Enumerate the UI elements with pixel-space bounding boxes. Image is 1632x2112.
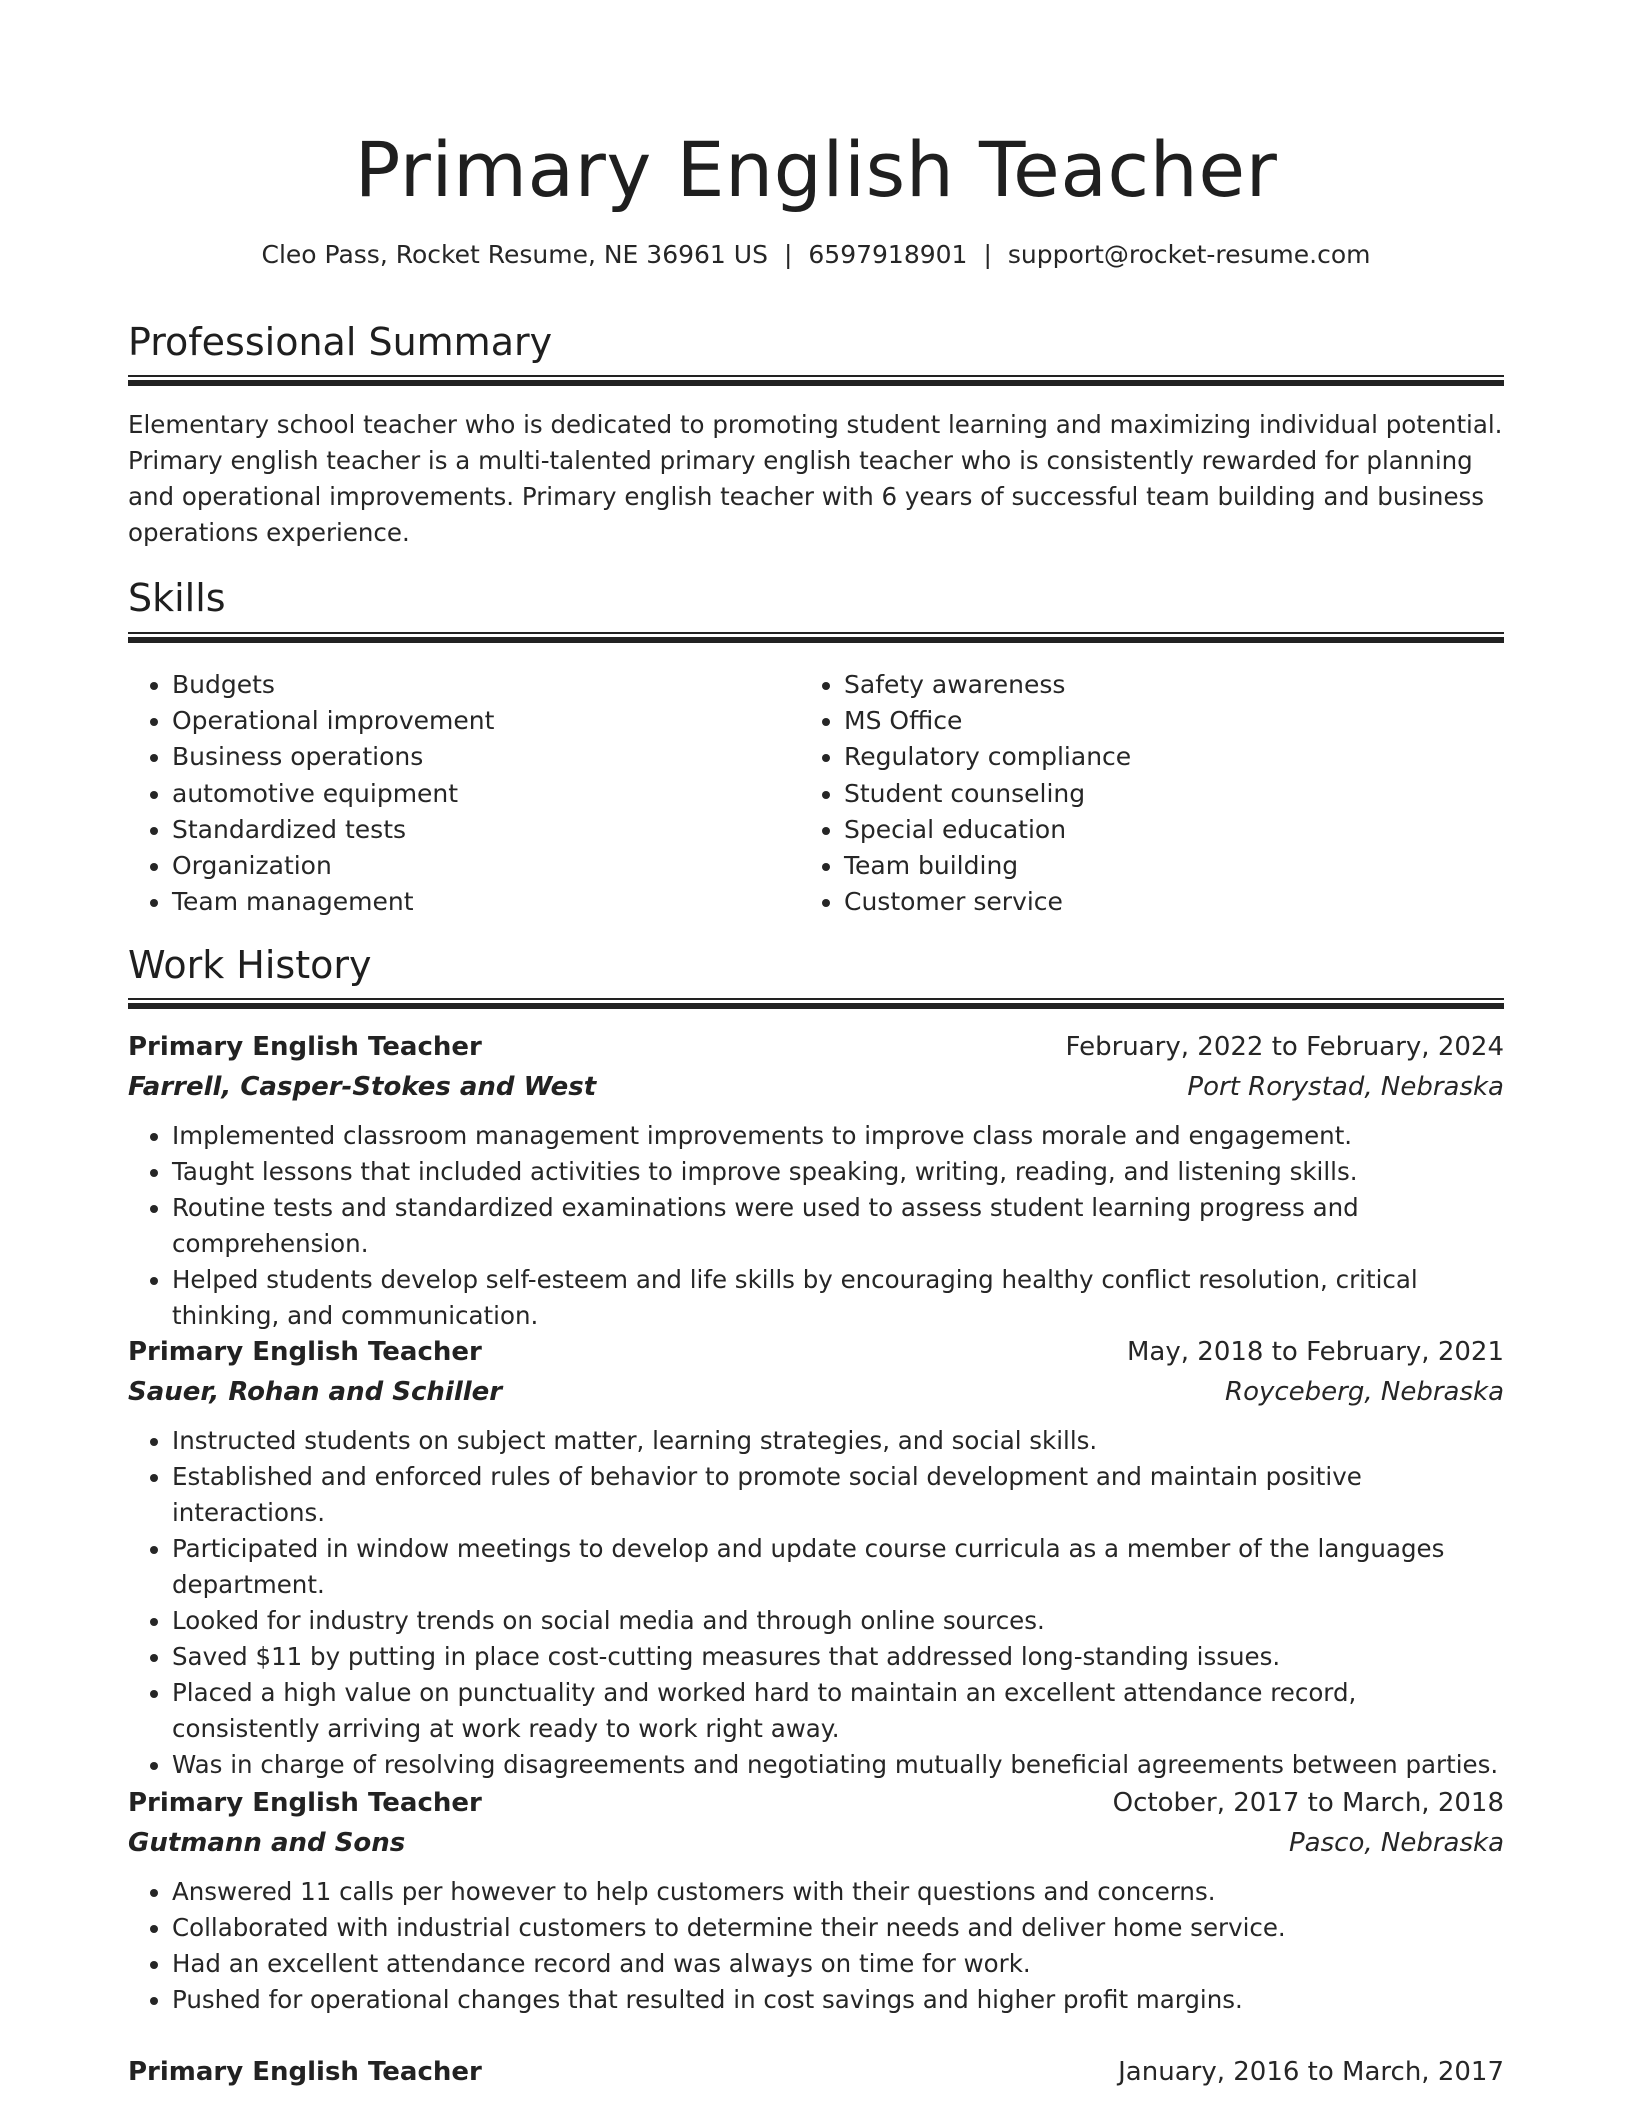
skill-item: • Regulatory compliance (844, 739, 1464, 775)
job-location: Port Rorystad, Nebraska (1187, 1072, 1504, 1102)
job-header-row (128, 1783, 1504, 1823)
job-bullet: • Participated in window meetings to develop and update course curricula as a member of the languages department. (172, 1531, 1504, 1603)
section-title-skills: Skills (128, 576, 226, 620)
skill-item: • Safety awareness (844, 667, 1464, 703)
skill-item: • Special education (844, 812, 1464, 848)
skill-item: • Team building (844, 848, 1464, 884)
section-divider (128, 998, 1504, 1009)
job-bullet: • Had an excellent attendance record and was always on time for work. (172, 1946, 1504, 1982)
job-entry (128, 1783, 1504, 2018)
skill-item: • Customer service (844, 884, 1464, 920)
job-entry (128, 2052, 1504, 2092)
summary-text: Elementary school teacher who is dedicated to promoting student learning and maximizing individual potential. Primary english teacher is a multi-talented primary english teacher who is consistently rewarded for planning and operational improvements. Primary english teacher with 6 years of successful team building and business operations experience. (128, 410, 1503, 547)
job-bullet: • Taught lessons that included activities to improve speaking, writing, reading, and listening skills. (172, 1154, 1504, 1190)
job-title: Primary English Teacher (128, 1032, 482, 1062)
job-bullet: • Was in charge of resolving disagreements and negotiating mutually beneficial agreements between parties. (172, 1747, 1504, 1783)
job-bullet: • Routine tests and standardized examinations were used to assess student learning progress and comprehension. (172, 1190, 1504, 1262)
job-title: Primary English Teacher (128, 1788, 482, 1818)
skill-item: • Organization (172, 848, 792, 884)
contact-line (0, 238, 1632, 272)
skill-item: • Standardized tests (172, 812, 792, 848)
job-dates: January, 2016 to March, 2017 (1118, 2057, 1504, 2087)
job-bullet: • Saved $11 by putting in place cost-cutting measures that addressed long-standing issues. (172, 1639, 1504, 1675)
job-dates: October, 2017 to March, 2018 (1112, 1788, 1504, 1818)
job-bullet: • Instructed students on subject matter, learning strategies, and social skills. (172, 1423, 1504, 1459)
job-bullet: • Pushed for operational changes that resulted in cost savings and higher profit margins. (172, 1982, 1504, 2018)
job-location: Pasco, Nebraska (1289, 1828, 1504, 1858)
contact-phone: 6597918901 (808, 240, 968, 269)
skill-item: • Team management (172, 884, 792, 920)
job-bullet: • Helped students develop self-esteem and life skills by encouraging healthy conflict resolution, critical thinking, and communication. (172, 1262, 1504, 1334)
skill-item: • Budgets (172, 667, 792, 703)
job-bullets (128, 1423, 1504, 1783)
job-dates: February, 2022 to February, 2024 (1065, 1032, 1504, 1062)
skill-item: • automotive equipment (172, 776, 792, 812)
job-title: Primary English Teacher (128, 1337, 482, 1367)
job-bullet: • Answered 11 calls per however to help customers with their questions and concerns. (172, 1874, 1504, 1910)
job-dates: May, 2018 to February, 2021 (1127, 1337, 1504, 1367)
job-company: Sauer, Rohan and Schiller (128, 1377, 503, 1407)
job-bullet: • Implemented classroom management improvements to improve class morale and engagement. (172, 1118, 1504, 1154)
contact-address: Cleo Pass, Rocket Resume, NE 36961 US (261, 240, 768, 269)
skill-item: • Business operations (172, 739, 792, 775)
skill-item: • MS Office (844, 703, 1464, 739)
job-entry (128, 1332, 1504, 1783)
job-bullet: • Placed a high value on punctuality and worked hard to maintain an excellent attendance record, consistently arriving at work ready to work right away. (172, 1675, 1504, 1747)
job-entry (128, 1027, 1504, 1334)
job-header-row (128, 2052, 1504, 2092)
skill-item: • Operational improvement (172, 703, 792, 739)
section-divider (128, 632, 1504, 643)
contact-separator: | (983, 240, 992, 269)
job-company: Gutmann and Sons (128, 1828, 406, 1858)
contact-separator: | (783, 240, 793, 269)
job-bullets (128, 1118, 1504, 1334)
section-divider (128, 375, 1504, 386)
job-bullet: • Collaborated with industrial customers to determine their needs and deliver home service. (172, 1910, 1504, 1946)
contact-email: support@rocket-resume.com (1007, 240, 1371, 269)
skills-list-left (128, 667, 792, 920)
job-bullets (128, 1874, 1504, 2018)
job-company-row (128, 1067, 1504, 1107)
job-bullet: • Looked for industry trends on social media and through online sources. (172, 1603, 1504, 1639)
job-bullet: • Established and enforced rules of behavior to promote social development and maintain positive interactions. (172, 1459, 1504, 1531)
skill-item: • Student counseling (844, 776, 1464, 812)
job-company-row (128, 1823, 1504, 1863)
job-location: Royceberg, Nebraska (1225, 1377, 1504, 1407)
job-company-row (128, 1372, 1504, 1412)
section-title-summary: Professional Summary (128, 320, 553, 364)
resume-name: Primary English Teacher (354, 125, 1278, 214)
job-header-row (128, 1027, 1504, 1067)
section-title-work-history: Work History (128, 943, 372, 987)
skills-list-right (800, 667, 1464, 920)
job-title: Primary English Teacher (128, 2057, 482, 2087)
job-company: Farrell, Casper-Stokes and West (128, 1072, 597, 1102)
job-header-row (128, 1332, 1504, 1372)
